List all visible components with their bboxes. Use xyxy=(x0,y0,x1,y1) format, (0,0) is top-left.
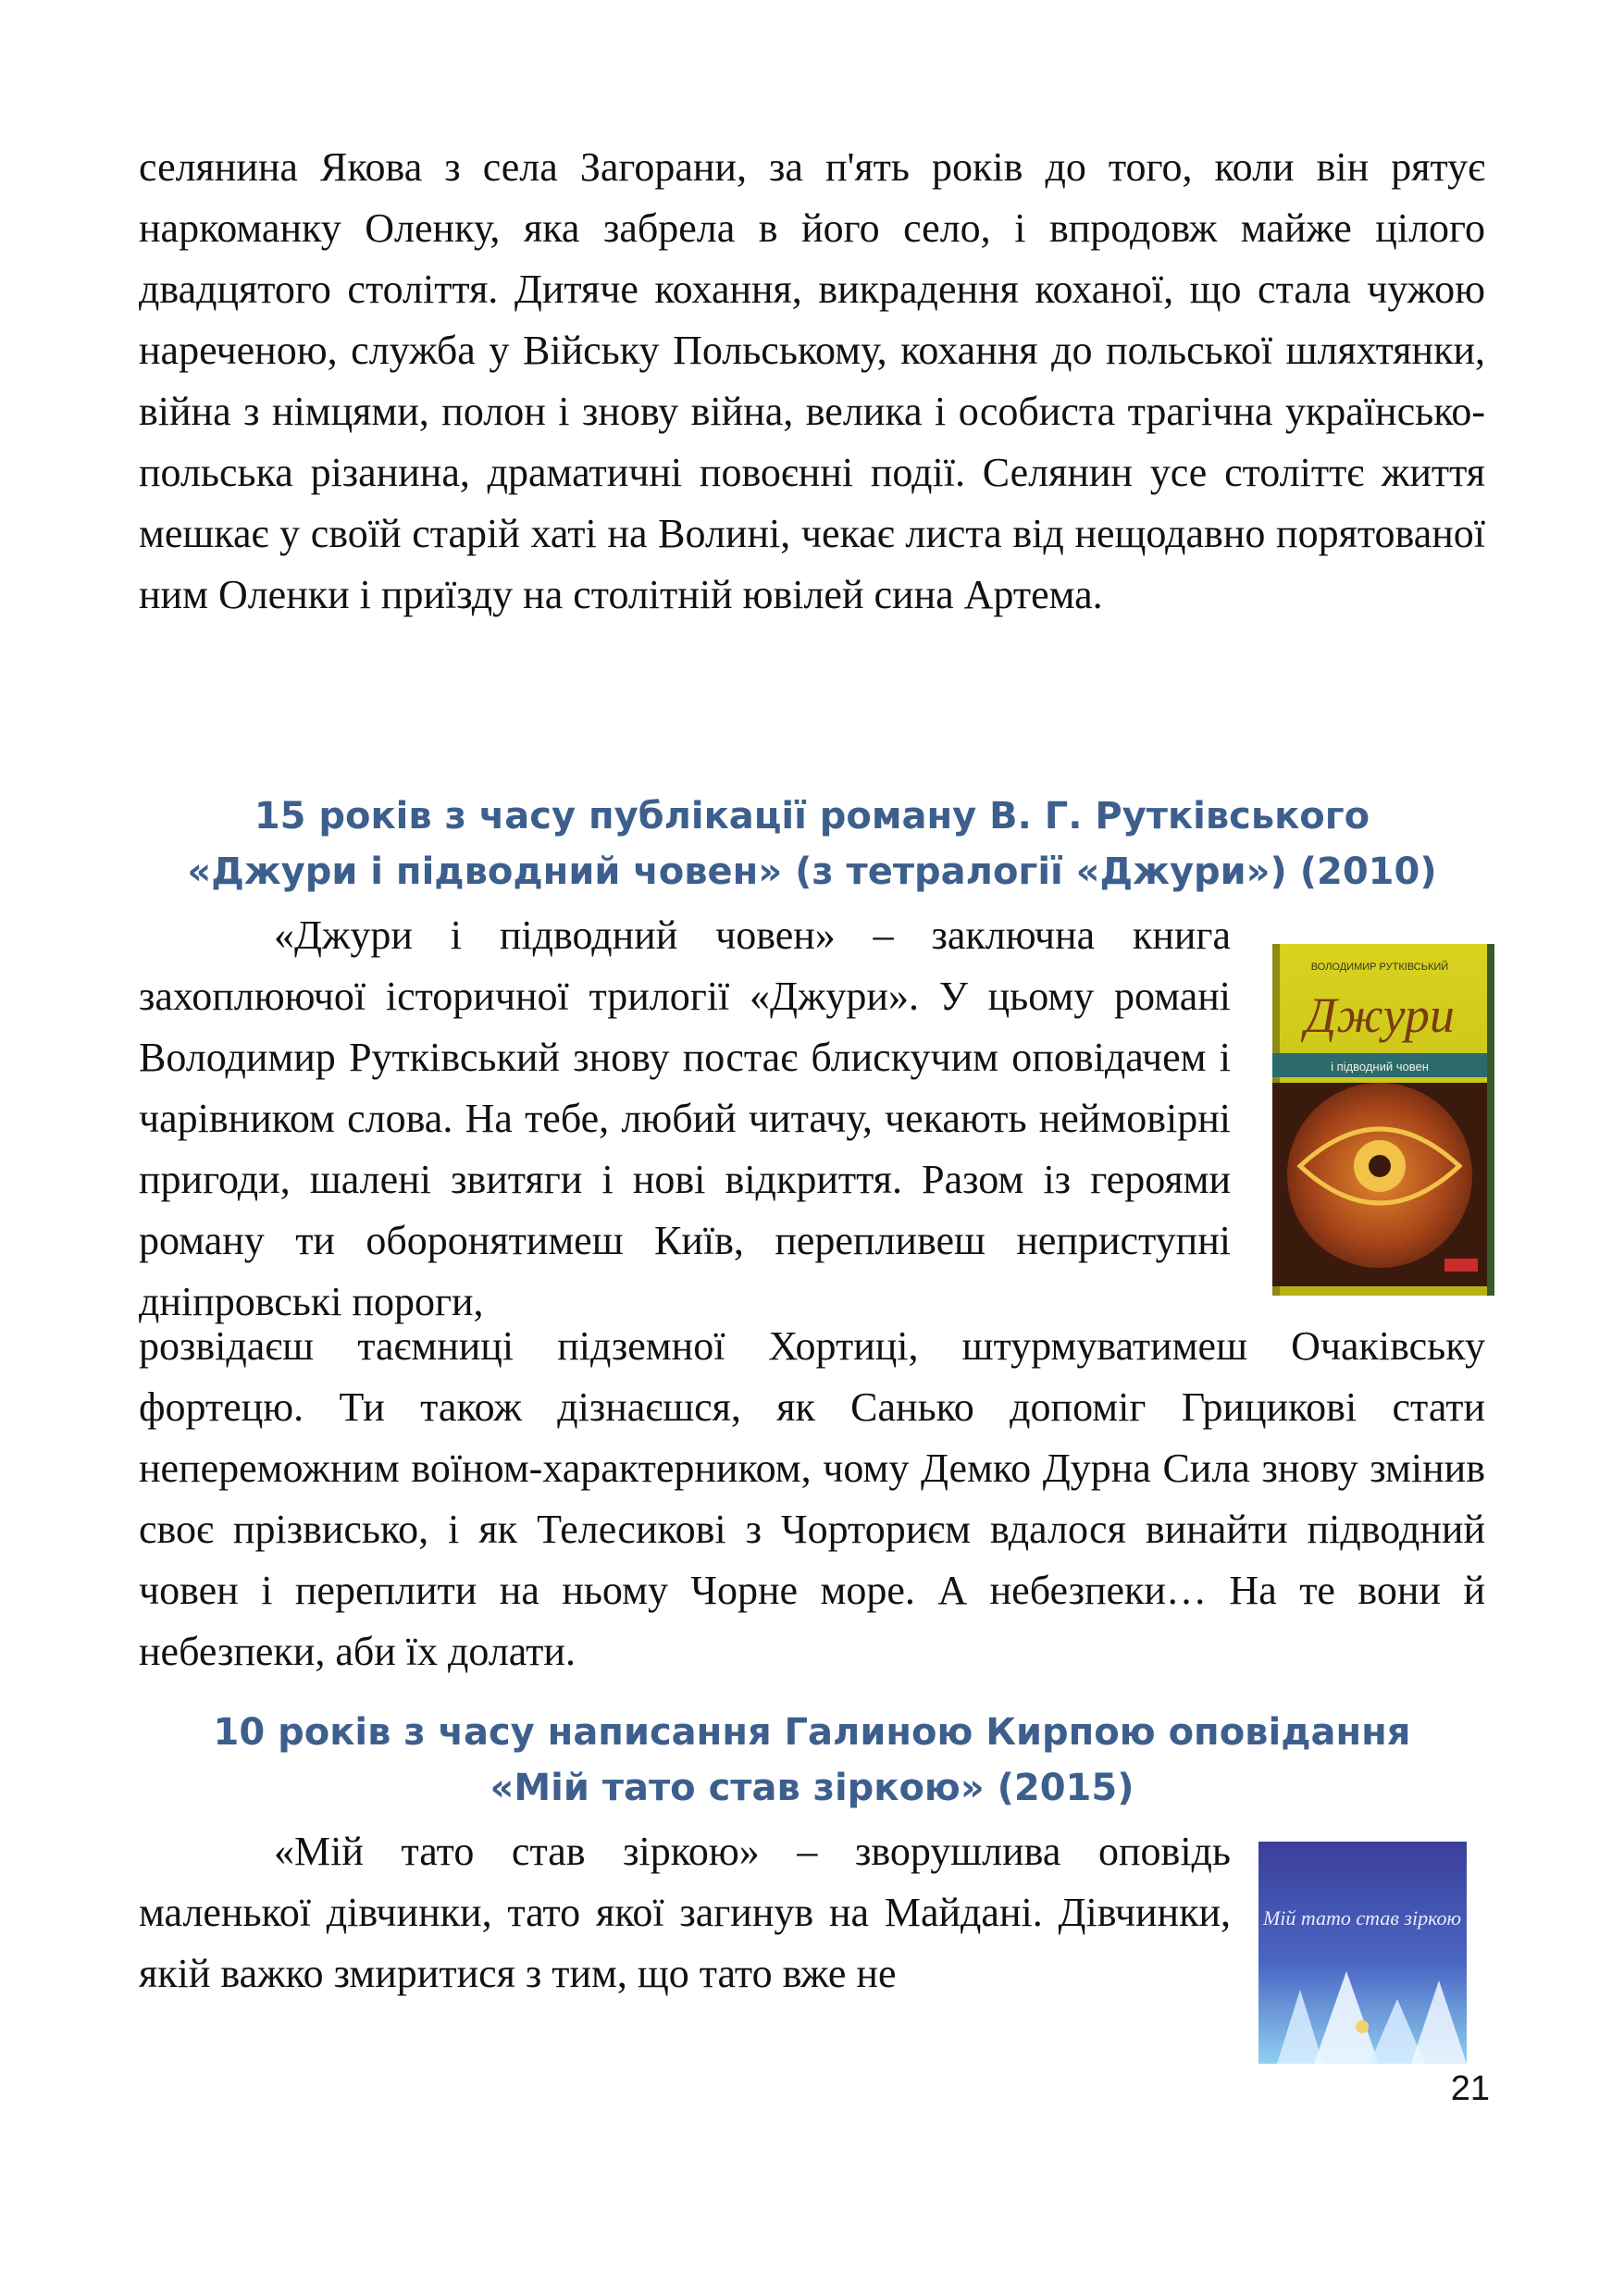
page-number: 21 xyxy=(1450,2069,1490,2108)
book-cover-dzhury xyxy=(1263,944,1504,1296)
cover-title: Джури xyxy=(1305,987,1455,1043)
book-cover-tato-zirka xyxy=(1258,1842,1467,2064)
intro-paragraph: селянина Якова з села Загорани, за п'ять років до того, коли він рятує наркоманку Оленку, яка забрела в його село, і впродовж майже цілого двадцятого століття. Дитяче кохання, викрадення коханої, що стала чужою нареченою, служба у Війську Польському, кохання до польської шляхтянки, війна з німцями, полон і знову війна, велика і особиста трагічна українсько-польська різанина, драматичні повоєнні події. Селянин усе століттє життя мешкає у своїй старій хаті на Волині, чекає листа від нещодавно порятованої ним Оленки і приїзду на столітній ювілей сина Артема. xyxy=(139,144,1485,617)
section-heading-2 xyxy=(139,1705,1485,1816)
section-heading-1 xyxy=(139,788,1485,900)
section-heading-2-line1: 10 років з часу написання Галиною Кирпою оповідання xyxy=(213,1711,1411,1754)
section-heading-1-line1: 15 років з часу публікації роману В. Г. Рутківського xyxy=(254,795,1370,838)
section-1-paragraph-part1: «Джури і підводний човен» – заключна книга захоплюючої історичної трилогії «Джури». У цьому романі Володимир Рутківський знову постає блискучим оповідачем і чарівником слова. На тебе, любий читачу, чекають неймовірні пригоди, шалені звитяги і нові відкриття. Разом із героями роману ти оборонятимеш Київ, перепливеш неприступні дніпровські пороги, xyxy=(139,912,1231,1324)
star-icon xyxy=(1356,2020,1369,2033)
section-heading-2-line2: «Мій тато став зіркою» (2015) xyxy=(490,1767,1134,1809)
section-heading-1-line2: «Джури і підводний човен» (з тетралогії «Джури») (2010) xyxy=(187,850,1437,893)
cover-2-title: Мій тато став зіркою xyxy=(1262,1906,1462,1930)
cover-subtitle: і підводний човен xyxy=(1331,1060,1429,1074)
section-2-paragraph: «Мій тато став зіркою» – зворушлива оповідь маленької дівчинки, тато якої загинув на Майдані. Дівчинки, якій важко змиритися з тим, що тато вже не xyxy=(139,1829,1231,1996)
cover-author: ВОЛОДИМИР РУТКІВСЬКИЙ xyxy=(1310,962,1449,973)
section-1-paragraph-part2: розвідаєш таємниці підземної Хортиці, штурмуватимеш Очаківську фортецю. Ти також дізнаєшся, як Санько допоміг Грицикові стати непереможним воїном-характерником, чому Демко Дурна Сила знову змінив своє прізвисько, і як Телесикові з Чорториєм вдалося винайти підводний човен і переплити на ньому Чорне море. А небезпеки… На те вони й небезпеки, аби їх долати. xyxy=(139,1323,1485,1674)
